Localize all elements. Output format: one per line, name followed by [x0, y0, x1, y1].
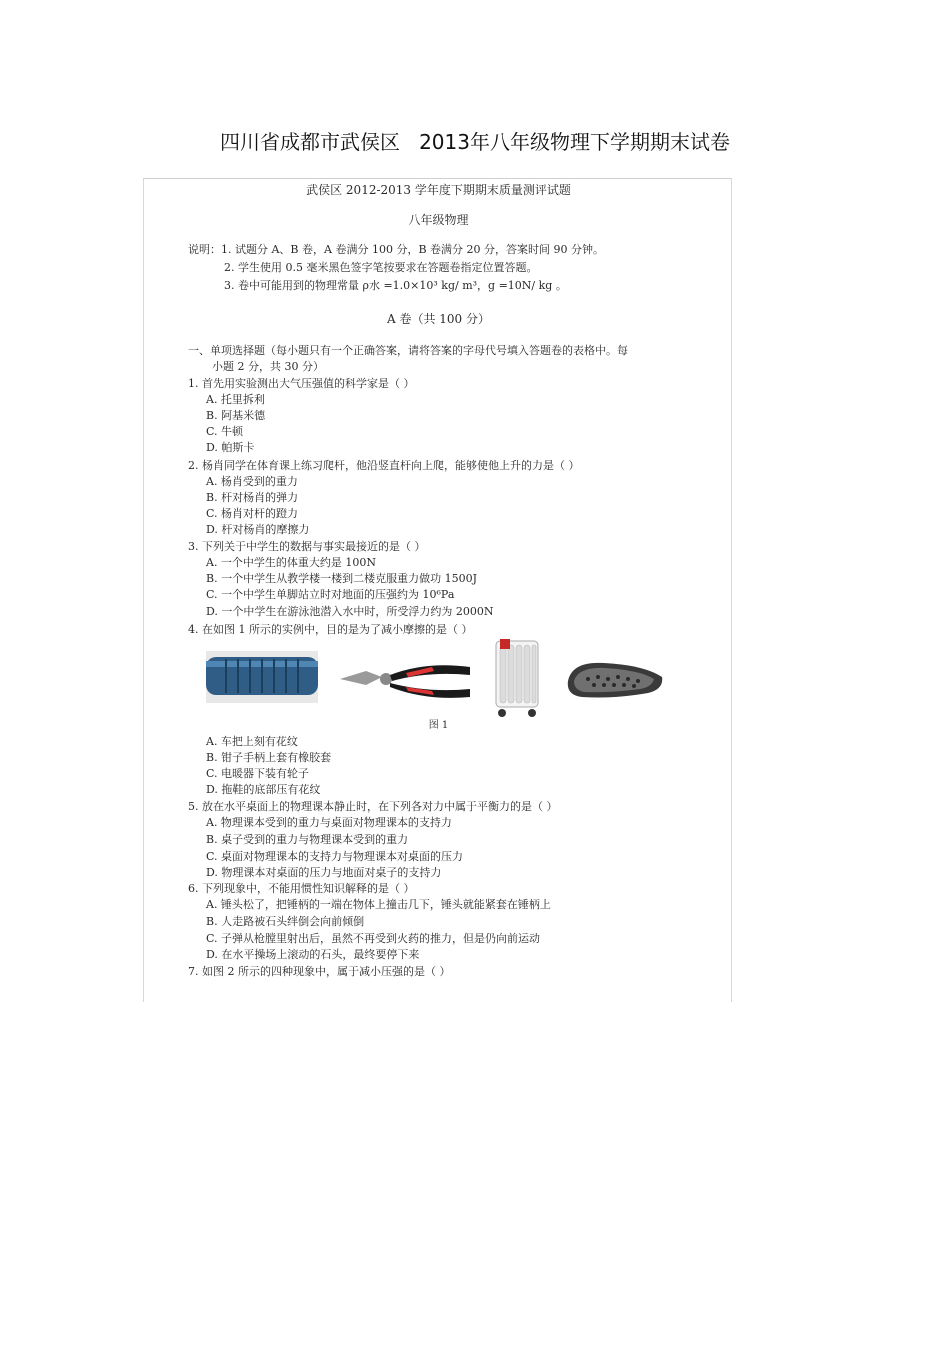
q5-option-a: A. 物理课本受到的重力与桌面对物理课本的支持力 — [206, 816, 452, 829]
q6-option-d: D. 在水平操场上滚动的石头，最终要停下来 — [206, 948, 420, 961]
q5-option-c: C. 桌面对物理课本的支持力与物理课本对桌面的压力 — [206, 850, 464, 863]
q5-option-d: D. 物理课本对桌面的压力与地面对桌子的支持力 — [206, 866, 442, 879]
q3-option-b: B. 一个中学生从教学楼一楼到二楼克服重力做功 1500J — [206, 572, 477, 585]
q1-option-a: A. 托里拆利 — [206, 393, 265, 406]
q2-option-c: C. 杨肖对杆的蹬力 — [206, 507, 299, 520]
q2-option-b: B. 杆对杨肖的弹力 — [206, 491, 299, 504]
exam-note-3: 3. 卷中可能用到的物理常量 ρ水 =1.0×10³ kg/ m³，g =10N/ kg 。 — [224, 279, 567, 292]
question-6: 6. 下列现象中，不能用惯性知识解释的是（ ） — [188, 882, 415, 895]
q6-option-a: A. 锤头松了，把锤柄的一端在物体上撞击几下，锤头就能紧套在锤柄上 — [206, 898, 551, 911]
question-7: 7. 如图 2 所示的四种现象中，属于减小压强的是（ ） — [188, 965, 451, 978]
pliers-image — [336, 657, 474, 701]
exam-header: 武侯区 2012-2013 学年度下期期末质量测评试题 — [306, 183, 571, 197]
question-3: 3. 下列关于中学生的数据与事实最接近的是（ ） — [188, 540, 426, 553]
q6-option-b: B. 人走路被石头绊倒会向前倾倒 — [206, 915, 365, 928]
exam-subject: 八年级物理 — [408, 213, 469, 227]
q5-option-b: B. 桌子受到的重力与物理课本受到的重力 — [206, 833, 409, 846]
part1-heading-cont: 小题 2 分，共 30 分） — [212, 360, 324, 373]
exam-note-1: 说明：1. 试题分 A、B 卷，A 卷满分 100 分，B 卷满分 20 分，答案时间 90 分钟。 — [188, 243, 604, 256]
electric-heater-image — [494, 637, 540, 719]
question-2: 2. 杨肖同学在体育课上练习爬杆，他沿竖直杆向上爬，能够使他上升的力是（ ） — [188, 459, 580, 472]
q3-option-c: C. 一个中学生单脚站立时对地面的压强约为 10⁶Pa — [206, 588, 455, 601]
slipper-image — [564, 655, 666, 703]
q6-option-c: C. 子弹从枪膛里射出后，虽然不再受到火药的推力，但是仍向前运动 — [206, 932, 541, 945]
question-1: 1. 首先用实验测出大气压强值的科学家是（ ） — [188, 377, 415, 390]
q4-option-d: D. 拖鞋的底部压有花纹 — [206, 783, 321, 796]
question-4: 4. 在如图 1 所示的实例中，目的是为了减小摩擦的是（ ） — [188, 623, 473, 636]
exam-note-2: 2. 学生使用 0.5 毫米黑色签字笔按要求在答题卷指定位置答题。 — [224, 261, 538, 274]
section-a-heading: A 卷（共 100 分） — [386, 312, 490, 326]
scanned-exam-page — [143, 178, 732, 1002]
q1-option-d: D. 帕斯卡 — [206, 441, 255, 454]
q1-option-c: C. 牛顿 — [206, 425, 244, 438]
q1-option-b: B. 阿基米德 — [206, 409, 266, 422]
part1-heading: 一、单项选择题（每小题只有一个正确答案，请将答案的字母代号填入答题卷的表格中。每 — [188, 344, 628, 357]
bike-handlebar-image — [206, 651, 318, 703]
figure-1-caption: 图 1 — [428, 720, 449, 731]
q2-option-a: A. 杨肖受到的重力 — [206, 475, 298, 488]
document-title: 四川省成都市武侯区 2013年八年级物理下学期期末试卷 — [220, 130, 730, 154]
q2-option-d: D. 杆对杨肖的摩擦力 — [206, 523, 310, 536]
q4-option-b: B. 钳子手柄上套有橡胶套 — [206, 751, 332, 764]
q4-option-c: C. 电暖器下装有轮子 — [206, 767, 310, 780]
q3-option-d: D. 一个中学生在游泳池潜入水中时，所受浮力约为 2000N — [206, 605, 494, 618]
question-5: 5. 放在水平桌面上的物理课本静止时，在下列各对力中属于平衡力的是（ ） — [188, 800, 558, 813]
q3-option-a: A. 一个中学生的体重大约是 100N — [206, 556, 377, 569]
q4-option-a: A. 车把上刻有花纹 — [206, 735, 298, 748]
